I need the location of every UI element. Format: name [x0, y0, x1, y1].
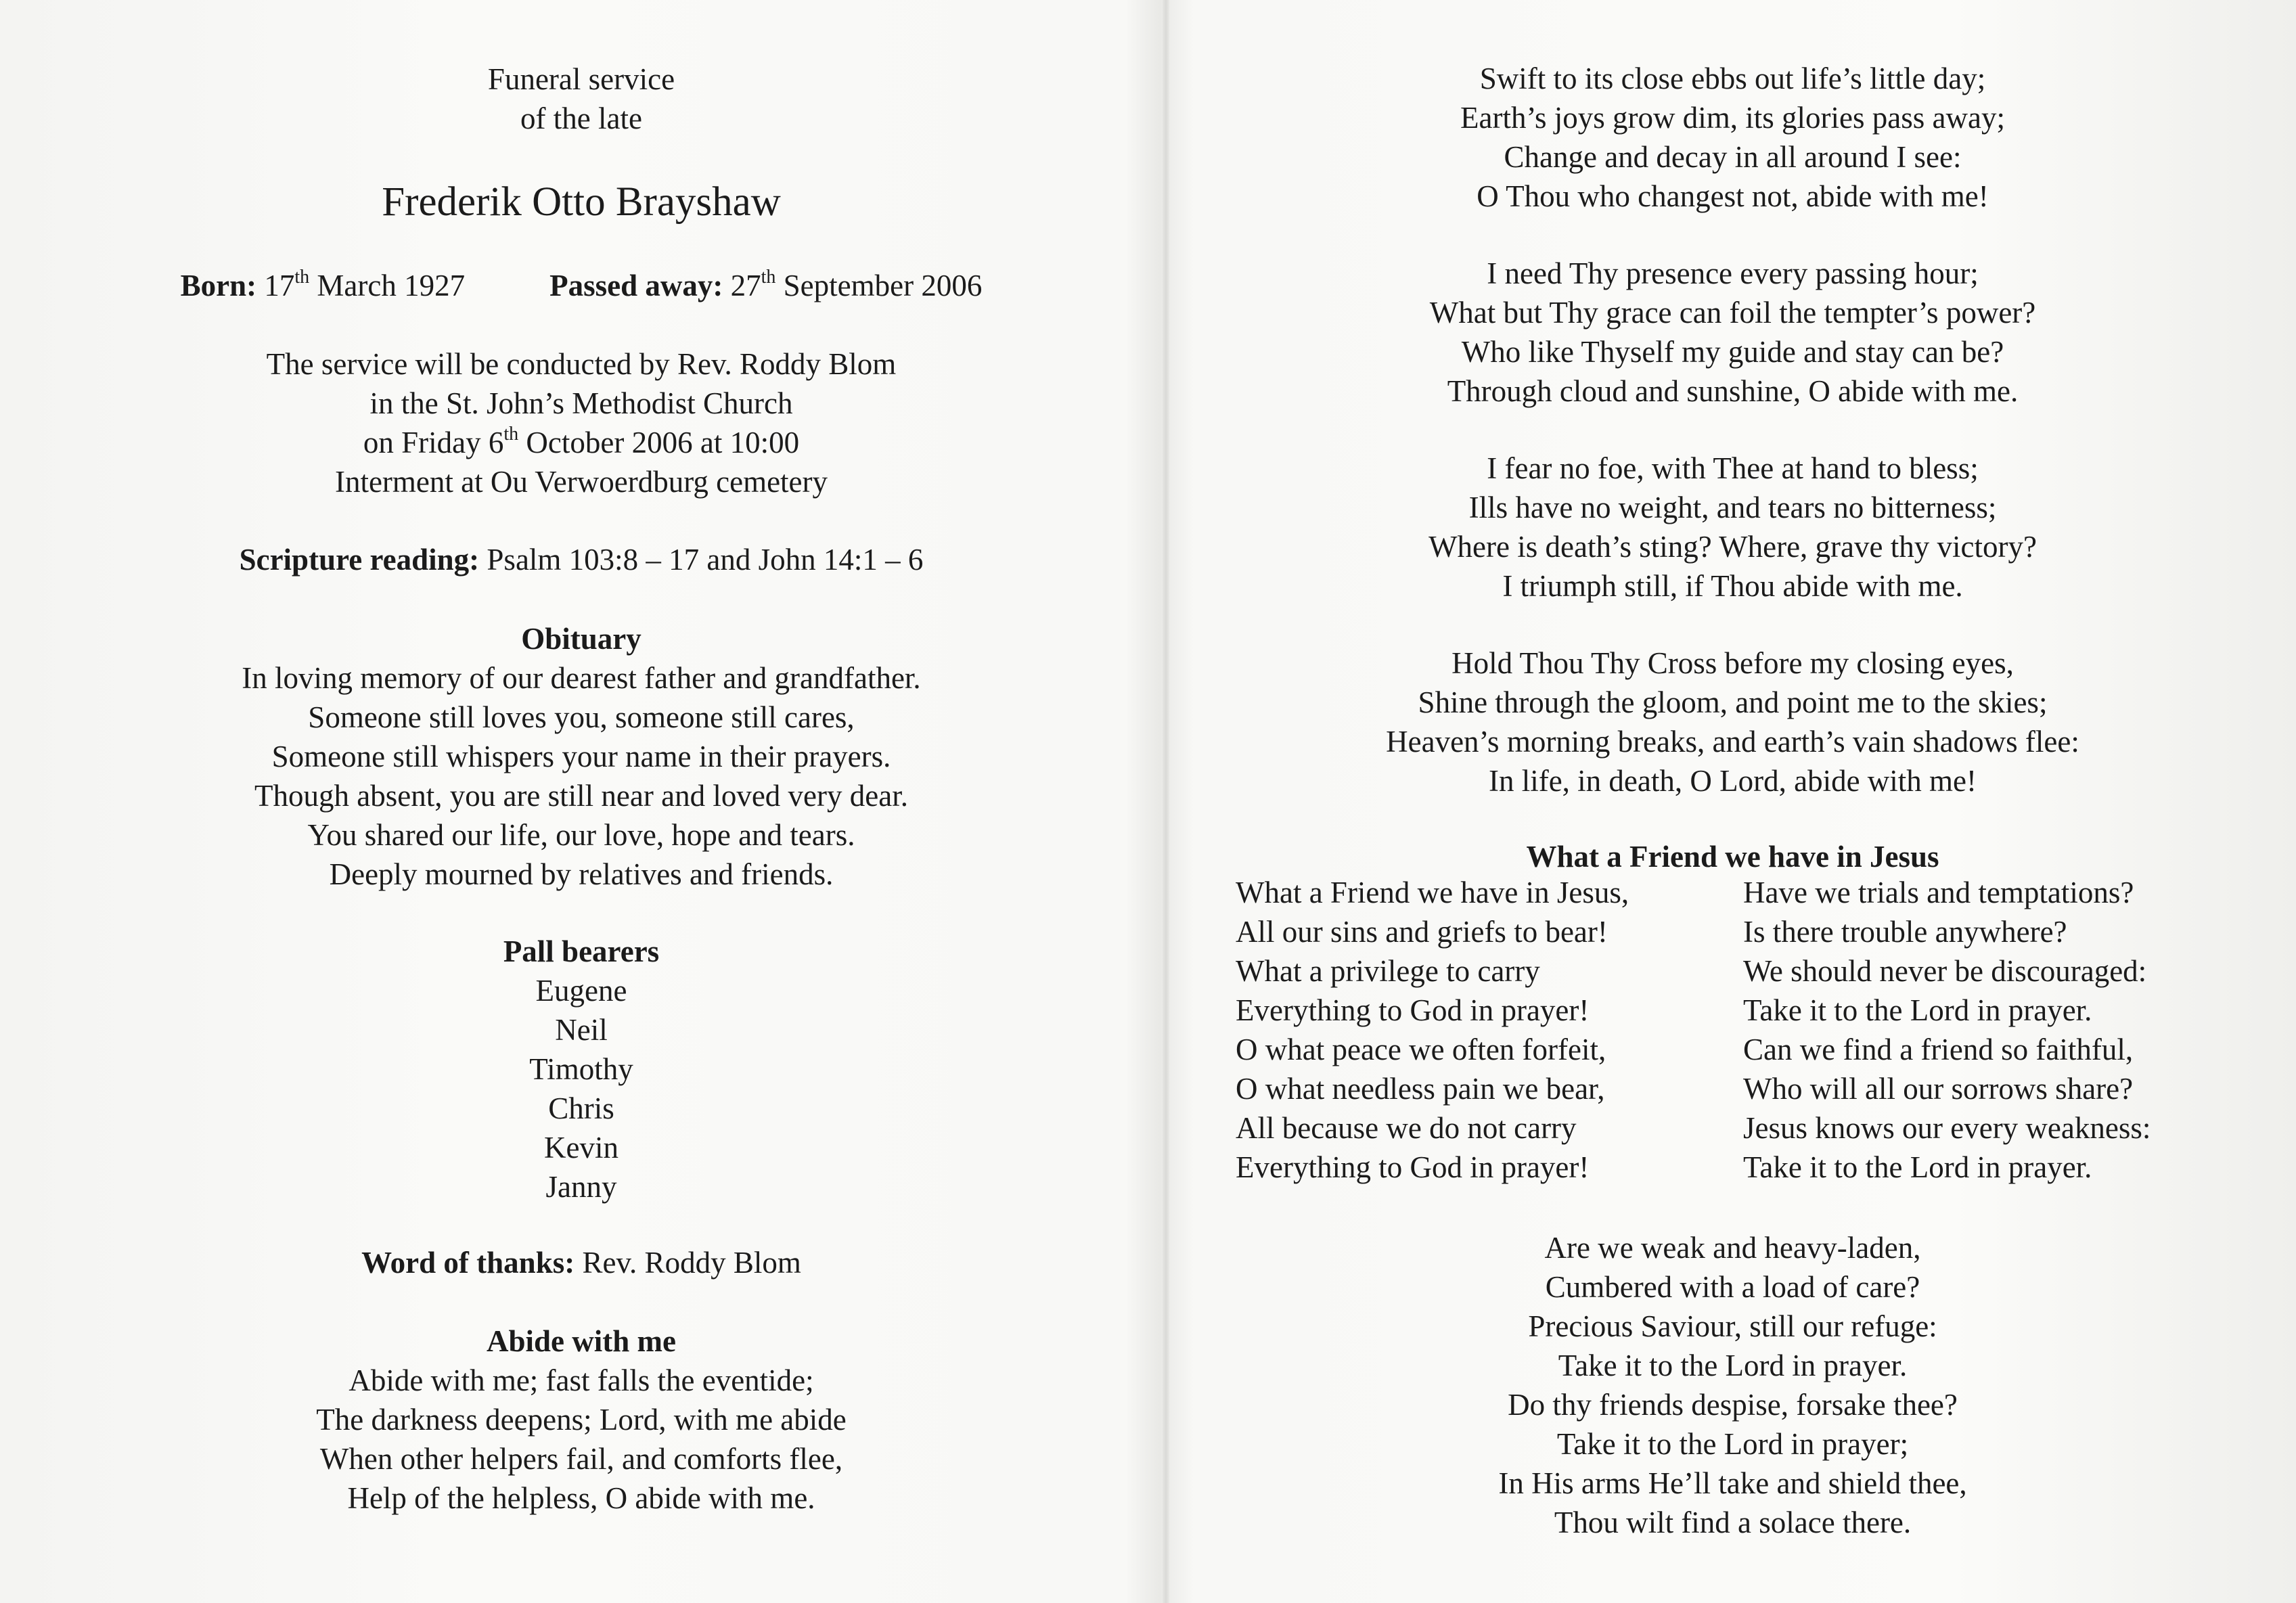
hymn-line: What a Friend we have in Jesus,: [1236, 876, 1629, 909]
abide-verse-1: [1169, 59, 2296, 216]
service-date-line: [0, 423, 1163, 462]
death-date: [549, 269, 982, 302]
hymn-line: Everything to God in prayer!: [1236, 993, 1590, 1027]
passed-month-year: September 2006: [783, 269, 983, 302]
service-header: [0, 60, 1163, 138]
hymn-line: Take it to the Lord in prayer.: [1743, 1150, 2092, 1184]
thanks-text: Rev. Roddy Blom: [582, 1246, 801, 1280]
hymn-line: Thou wilt find a solace there.: [1554, 1506, 1912, 1539]
born-suffix: th: [294, 267, 310, 288]
word-of-thanks: [0, 1243, 1163, 1282]
pall-bearer-name: Kevin: [544, 1131, 618, 1165]
obituary-line: In loving memory of our dearest father and grandfather.: [242, 661, 921, 695]
service-line: The service will be conducted by Rev. Roddy Blom: [266, 347, 897, 381]
pall-bearer-name: Chris: [548, 1091, 614, 1125]
abide-verse-4: [1169, 644, 2296, 800]
hymn-line: All our sins and griefs to bear!: [1236, 915, 1608, 949]
hymn-line: Are we weak and heavy-laden,: [1544, 1231, 1921, 1265]
thanks-row: [361, 1246, 801, 1280]
friend-hymn-heading-block: [1169, 837, 2296, 876]
hymn-line: Precious Saviour, still our refuge:: [1528, 1309, 1937, 1343]
scripture-label: Scripture reading:: [239, 543, 480, 577]
abide-verse-line: I need Thy presence every passing hour;: [1487, 256, 1979, 290]
abide-verse-line: Ills have no weight, and tears no bitterness;: [1468, 491, 1997, 524]
service-date-suffix: th: [503, 424, 519, 445]
abide-verse-line: Heaven’s morning breaks, and earth’s vain shadows flee:: [1386, 725, 2079, 759]
abide-heading: Abide with me: [487, 1324, 676, 1358]
abide-verse-2: [1169, 254, 2296, 411]
abide-line: When other helpers fail, and comforts flee,: [319, 1442, 843, 1476]
born-day: 17: [264, 269, 295, 302]
abide-verse-line: Change and decay in all around I see:: [1504, 140, 1962, 174]
abide-verse-line: O Thou who changest not, abide with me!: [1477, 179, 1989, 213]
abide-verse-line: Hold Thou Thy Cross before my closing eyes,: [1451, 646, 2014, 680]
friend-hymn-left-column: [1236, 873, 1736, 1187]
abide-line: Help of the helpless, O abide with me.: [347, 1481, 815, 1515]
abide-verse-line: Who like Thyself my guide and stay can be?: [1461, 335, 2004, 369]
hymn-line: Who will all our sorrows share?: [1743, 1072, 2134, 1106]
abide-verse-line: Through cloud and sunshine, O abide with me.: [1447, 374, 2019, 408]
friend-hymn-right-column: [1743, 873, 2244, 1187]
hymn-line: All because we do not carry: [1236, 1111, 1577, 1145]
passed-day: 27: [730, 269, 761, 302]
hymn-line: In His arms He’ll take and shield thee,: [1498, 1466, 1967, 1500]
deceased-name: Frederik Otto Brayshaw: [382, 179, 781, 225]
hymn-line: Do thy friends despise, forsake thee?: [1508, 1388, 1958, 1422]
abide-verse-3: [1169, 449, 2296, 606]
hymn-line: Take it to the Lord in prayer;: [1556, 1427, 1909, 1461]
hymn-line: Everything to God in prayer!: [1236, 1150, 1590, 1184]
header-line: Funeral service: [487, 62, 675, 96]
hymn-line: Jesus knows our every weakness:: [1743, 1111, 2151, 1145]
pall-bearer-name: Neil: [555, 1013, 608, 1047]
page-fold: [1163, 0, 1169, 1603]
pall-bearer-name: Janny: [545, 1170, 617, 1204]
hymn-line: Is there trouble anywhere?: [1743, 915, 2067, 949]
obituary-heading: Obituary: [521, 622, 641, 656]
hymn-line: Have we trials and temptations?: [1743, 876, 2134, 909]
abide-verse-line: Swift to its close ebbs out life’s little day;: [1479, 62, 1986, 95]
service-line: Interment at Ou Verwoerdburg cemetery: [334, 465, 828, 499]
abide-verse-line: What but Thy grace can foil the tempter’s power?: [1429, 296, 2036, 330]
pall-bearer-name: Eugene: [535, 974, 627, 1008]
friend-hymn-final-verse: [1169, 1228, 2296, 1542]
hymn-line: Take it to the Lord in prayer.: [1558, 1349, 1908, 1382]
hymn-line: What a privilege to carry: [1236, 954, 1540, 988]
scripture-text: Psalm 103:8 – 17 and John 14:1 – 6: [487, 543, 924, 577]
passed-suffix: th: [761, 267, 776, 288]
hymn-line: O what peace we often forfeit,: [1236, 1033, 1606, 1066]
thanks-label: Word of thanks:: [361, 1246, 575, 1280]
hymn-line: We should never be discouraged:: [1743, 954, 2147, 988]
abide-verse-line: I triumph still, if Thou abide with me.: [1502, 569, 1963, 603]
passed-label: Passed away:: [549, 269, 723, 302]
abide-verse-line: Earth’s joys grow dim, its glories pass away;: [1460, 101, 2005, 135]
pall-bearer-name: Timothy: [529, 1052, 633, 1086]
abide-verse-line: Where is death’s sting? Where, grave thy victory?: [1428, 530, 2037, 564]
friend-hymn-columns: [1236, 873, 2251, 1191]
service-details: [0, 344, 1163, 501]
life-dates: [0, 266, 1163, 305]
obituary-section: [0, 619, 1163, 894]
obituary-line: You shared our life, our love, hope and tears.: [307, 818, 855, 852]
scripture-reading: [0, 540, 1163, 579]
born-label: Born:: [180, 269, 257, 302]
obituary-line: Though absent, you are still near and loved very dear.: [254, 779, 908, 813]
friend-hymn-heading: What a Friend we have in Jesus: [1526, 840, 1939, 874]
service-line: in the St. John’s Methodist Church: [369, 386, 793, 420]
abide-verse-line: Shine through the gloom, and point me to the skies;: [1418, 685, 2048, 719]
pall-bearers-section: [0, 932, 1163, 1206]
born-month-year: March 1927: [317, 269, 466, 302]
obituary-line: Deeply mourned by relatives and friends.: [329, 857, 834, 891]
birth-date: [181, 269, 465, 302]
header-line: of the late: [520, 101, 642, 135]
hymn-line: Can we find a friend so faithful,: [1743, 1033, 2134, 1066]
right-page: [1169, 0, 2296, 1603]
obituary-line: Someone still whispers your name in their prayers.: [271, 740, 891, 773]
abide-verse-line: In life, in death, O Lord, abide with me!: [1488, 764, 1977, 798]
abide-with-me-intro: [0, 1322, 1163, 1518]
obituary-line: Someone still loves you, someone still cares,: [308, 700, 855, 734]
hymn-line: O what needless pain we bear,: [1236, 1072, 1605, 1106]
abide-line: The darkness deepens; Lord, with me abide: [316, 1403, 847, 1437]
scripture-row: [240, 543, 924, 577]
abide-verse-line: I fear no foe, with Thee at hand to bless;: [1487, 451, 1979, 485]
hymn-line: Cumbered with a load of care?: [1545, 1270, 1920, 1304]
abide-line: Abide with me; fast falls the eventide;: [348, 1363, 814, 1397]
service-date-start: on Friday 6: [363, 426, 504, 459]
pall-bearers-heading: Pall bearers: [503, 934, 660, 968]
service-date-end: October 2006 at 10:00: [526, 426, 800, 459]
deceased-name-block: [0, 177, 1163, 228]
hymn-line: Take it to the Lord in prayer.: [1743, 993, 2092, 1027]
